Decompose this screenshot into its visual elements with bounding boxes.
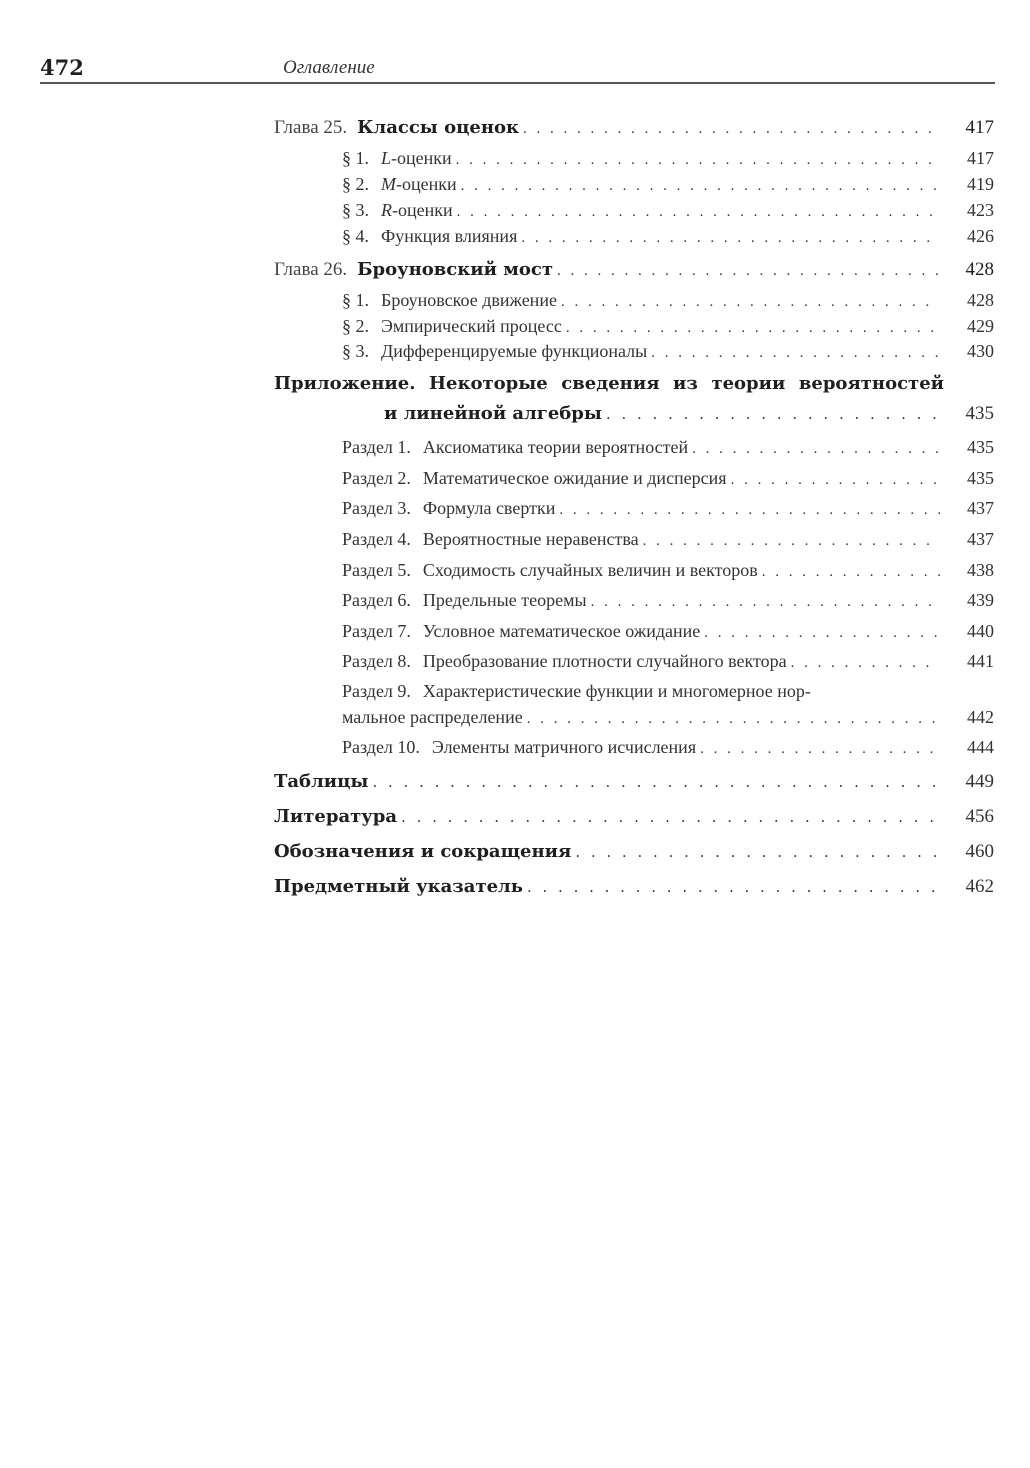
section-title: Аксиоматика теории вероятностей <box>422 437 689 457</box>
page-ref: 430 <box>967 341 994 361</box>
dot-leader <box>731 473 940 488</box>
page-header <box>40 52 995 84</box>
page-ref: 460 <box>965 841 994 862</box>
page-ref: 438 <box>967 560 994 580</box>
section-title: Функция влияния <box>381 226 518 246</box>
section-title-cont: мальное распределение <box>342 707 523 727</box>
dot-leader <box>521 231 940 246</box>
section-label: Раздел 4. <box>342 529 411 549</box>
dot-leader <box>372 775 940 790</box>
toc-appendix-section[interactable] <box>342 560 994 581</box>
toc-appendix-section-9-line1[interactable] <box>342 681 811 702</box>
dot-leader <box>606 407 940 422</box>
section-title: Математическое ожидание и дисперсия <box>422 468 727 488</box>
section-italic-letter: M <box>381 174 396 194</box>
dot-leader <box>456 153 940 168</box>
chapter-label: Глава 25. <box>274 117 348 138</box>
section-title: Эмпирический процесс <box>381 316 562 336</box>
toc-section[interactable] <box>342 174 994 195</box>
section-label: Раздел 7. <box>342 621 411 641</box>
running-title: Оглавление <box>283 57 375 78</box>
page-ref: 437 <box>967 498 994 518</box>
dot-leader <box>457 205 940 220</box>
toc-section[interactable] <box>342 341 994 362</box>
page-ref: 428 <box>965 259 994 280</box>
dot-leader <box>527 880 940 895</box>
dot-leader <box>692 442 940 457</box>
section-number: § 3. <box>342 200 369 220</box>
page-ref: 417 <box>967 148 994 168</box>
toc-appendix-section[interactable] <box>342 621 994 642</box>
section-number: § 4. <box>342 226 369 246</box>
section-title: Преобразование плотности случайного вектора <box>422 651 787 671</box>
chapter-title: Классы оценок <box>357 117 520 138</box>
page-ref: 429 <box>967 316 994 336</box>
dot-leader <box>523 122 940 137</box>
appendix-title-line2[interactable] <box>384 403 994 425</box>
dot-leader <box>527 712 940 727</box>
page-ref: 437 <box>967 529 994 549</box>
section-label: Раздел 9. <box>342 681 411 701</box>
chapter-label: Глава 26. <box>274 259 348 280</box>
back-matter-title: Обозначения и сокращения <box>274 841 572 862</box>
page-ref: 442 <box>967 707 994 727</box>
dot-leader <box>461 179 940 194</box>
back-matter-title: Литература <box>274 806 398 827</box>
toc-appendix-section[interactable] <box>342 737 994 758</box>
toc-appendix-section[interactable] <box>342 651 994 672</box>
toc-appendix-section[interactable] <box>342 437 994 458</box>
chapter-title: Броуновский мост <box>357 259 553 280</box>
toc-appendix-section[interactable] <box>342 468 994 489</box>
dot-leader <box>651 346 940 361</box>
page-number: 472 <box>40 55 84 80</box>
section-title: -оценки <box>396 174 457 194</box>
section-label: Раздел 8. <box>342 651 411 671</box>
dot-leader <box>791 656 940 671</box>
page-ref: 417 <box>965 117 994 138</box>
toc-appendix-section[interactable] <box>342 529 994 550</box>
dot-leader <box>591 595 940 610</box>
section-title: Предельные теоремы <box>422 590 587 610</box>
section-label: Раздел 5. <box>342 560 411 580</box>
dot-leader <box>559 503 940 518</box>
page-ref: 423 <box>967 200 994 220</box>
section-title: -оценки <box>391 148 452 168</box>
page-ref: 441 <box>967 651 994 671</box>
section-title: Формула свертки <box>422 498 556 518</box>
section-label: Раздел 2. <box>342 468 411 488</box>
page-ref: 439 <box>967 590 994 610</box>
appendix-title-line1[interactable]: Приложение. Некоторые сведения из теории вероятностей <box>274 373 944 394</box>
back-matter-title: Таблицы <box>274 771 369 792</box>
toc-subject-index[interactable] <box>274 876 994 898</box>
dot-leader <box>561 295 940 310</box>
section-label: Раздел 10. <box>342 737 420 757</box>
section-number: § 2. <box>342 174 369 194</box>
section-number: § 3. <box>342 341 369 361</box>
section-italic-letter: R <box>381 200 392 220</box>
page-ref: 428 <box>967 290 994 310</box>
section-italic-letter: L <box>381 148 392 168</box>
page-ref: 444 <box>967 737 994 757</box>
dot-leader <box>704 626 940 641</box>
section-title: Дифференцируемые функционалы <box>381 341 648 361</box>
page-ref: 435 <box>967 437 994 457</box>
toc-section[interactable] <box>342 226 994 247</box>
dot-leader <box>643 534 940 549</box>
toc-chapter-25[interactable] <box>274 117 994 139</box>
dot-leader <box>762 565 940 580</box>
appendix-title-cont: и линейной алгебры <box>384 403 602 424</box>
section-title: Броуновское движение <box>381 290 557 310</box>
section-title: Сходимость случайных величин и векторов <box>422 560 758 580</box>
toc-notation[interactable] <box>274 841 994 863</box>
section-label: Раздел 6. <box>342 590 411 610</box>
toc-appendix-section[interactable] <box>342 590 994 611</box>
dot-leader <box>700 742 940 757</box>
page-ref: 462 <box>965 876 994 897</box>
section-title: Характеристические функции и многомерное нор- <box>422 681 811 701</box>
page-ref: 435 <box>965 403 994 424</box>
section-number: § 1. <box>342 148 369 168</box>
dot-leader <box>566 321 940 336</box>
section-label: Раздел 1. <box>342 437 411 457</box>
page-ref: 449 <box>965 771 994 792</box>
page-ref: 456 <box>965 806 994 827</box>
page-ref: 435 <box>967 468 994 488</box>
section-number: § 2. <box>342 316 369 336</box>
toc-literature[interactable] <box>274 806 994 828</box>
toc-appendix-section[interactable] <box>342 498 994 519</box>
toc-tables[interactable] <box>274 771 994 793</box>
page-ref: 440 <box>967 621 994 641</box>
toc-chapter-26[interactable] <box>274 259 994 281</box>
toc-section[interactable] <box>342 316 994 337</box>
page-ref: 419 <box>967 174 994 194</box>
section-title: -оценки <box>392 200 453 220</box>
toc-section[interactable] <box>342 200 994 221</box>
toc-section[interactable] <box>342 290 994 311</box>
back-matter-title: Предметный указатель <box>274 876 523 897</box>
dot-leader <box>575 845 940 860</box>
section-title: Вероятностные неравенства <box>422 529 639 549</box>
page-ref: 426 <box>967 226 994 246</box>
dot-leader <box>557 264 940 279</box>
section-title: Условное математическое ожидание <box>422 621 701 641</box>
section-number: § 1. <box>342 290 369 310</box>
toc-section[interactable] <box>342 148 994 169</box>
toc-appendix-section-9-line2[interactable] <box>342 707 994 728</box>
dot-leader <box>401 810 940 825</box>
section-label: Раздел 3. <box>342 498 411 518</box>
section-title: Элементы матричного исчисления <box>431 737 697 757</box>
